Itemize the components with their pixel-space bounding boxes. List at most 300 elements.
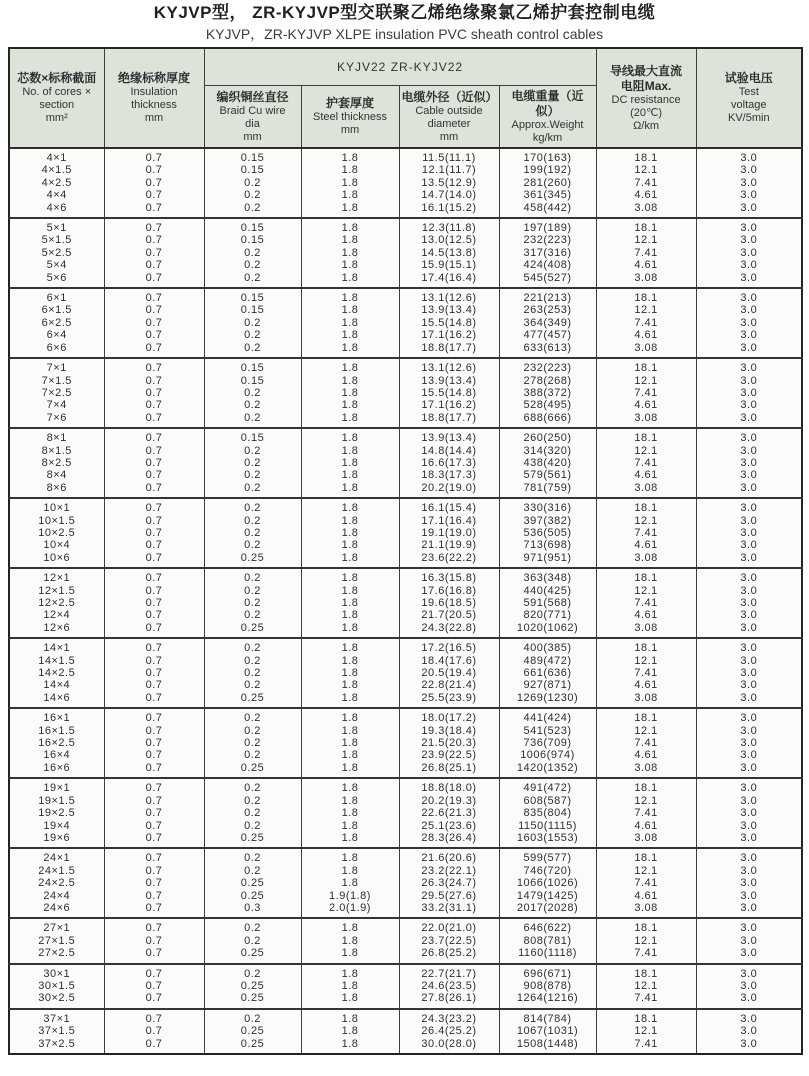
cell-braid-wire-dia: 0.25 bbox=[204, 992, 301, 1008]
cell-braid-wire-dia: 0.2 bbox=[204, 189, 301, 201]
cell-sheath-thickness: 1.8 bbox=[301, 807, 399, 819]
table-row bbox=[9, 918, 802, 934]
cell-weight: 536(505) bbox=[499, 527, 596, 539]
cell-dc-resistance: 18.1 bbox=[596, 148, 696, 164]
table-row bbox=[9, 1025, 802, 1037]
col-header-spec-zh: 芯数×标称截面 bbox=[17, 71, 97, 85]
cell-dc-resistance: 7.41 bbox=[596, 317, 696, 329]
cell-dc-resistance: 12.1 bbox=[596, 865, 696, 877]
table-row bbox=[9, 655, 802, 667]
spec-table bbox=[8, 47, 803, 1055]
cell-test-voltage: 3.0 bbox=[696, 164, 802, 176]
cell-insulation-thickness: 0.7 bbox=[104, 865, 204, 877]
cell-test-voltage: 3.0 bbox=[696, 667, 802, 679]
cell-outer-diameter: 21.1(19.9) bbox=[399, 539, 499, 551]
cell-insulation-thickness: 0.7 bbox=[104, 1009, 204, 1025]
cell-insulation-thickness: 0.7 bbox=[104, 902, 204, 918]
cell-test-voltage: 3.0 bbox=[696, 148, 802, 164]
cell-weight: 317(316) bbox=[499, 247, 596, 259]
cell-weight: 458(442) bbox=[499, 202, 596, 218]
cell-spec: 16×6 bbox=[9, 762, 104, 778]
cell-weight: 1067(1031) bbox=[499, 1025, 596, 1037]
cell-outer-diameter: 13.9(13.4) bbox=[399, 375, 499, 387]
cell-outer-diameter: 13.0(12.5) bbox=[399, 234, 499, 246]
cell-insulation-thickness: 0.7 bbox=[104, 585, 204, 597]
cell-weight: 1269(1230) bbox=[499, 692, 596, 708]
col-header-outer-diameter bbox=[399, 86, 499, 149]
cell-test-voltage: 3.0 bbox=[696, 609, 802, 621]
cell-insulation-thickness: 0.7 bbox=[104, 832, 204, 848]
cell-dc-resistance: 4.61 bbox=[596, 539, 696, 551]
cell-test-voltage: 3.0 bbox=[696, 202, 802, 218]
cell-sheath-thickness: 1.8 bbox=[301, 762, 399, 778]
cell-weight: 835(804) bbox=[499, 807, 596, 819]
cell-outer-diameter: 28.3(26.4) bbox=[399, 832, 499, 848]
cell-braid-wire-dia: 0.2 bbox=[204, 778, 301, 794]
cell-outer-diameter: 15.5(14.8) bbox=[399, 317, 499, 329]
cell-outer-diameter: 25.5(23.9) bbox=[399, 692, 499, 708]
cell-test-voltage: 3.0 bbox=[696, 1025, 802, 1037]
cell-braid-wire-dia: 0.25 bbox=[204, 622, 301, 638]
cell-spec: 8×1 bbox=[9, 428, 104, 444]
cell-insulation-thickness: 0.7 bbox=[104, 877, 204, 889]
cell-sheath-thickness: 1.8 bbox=[301, 918, 399, 934]
cell-test-voltage: 3.0 bbox=[696, 902, 802, 918]
cell-spec: 19×1 bbox=[9, 778, 104, 794]
col-header-weight-zh: 电缆重量（近 似） bbox=[511, 88, 584, 118]
cell-sheath-thickness: 1.8 bbox=[301, 375, 399, 387]
cell-spec: 4×2.5 bbox=[9, 177, 104, 189]
cell-test-voltage: 3.0 bbox=[696, 964, 802, 980]
cell-outer-diameter: 15.9(15.1) bbox=[399, 259, 499, 271]
cell-spec: 24×1.5 bbox=[9, 865, 104, 877]
cell-braid-wire-dia: 0.25 bbox=[204, 890, 301, 902]
cell-sheath-thickness: 1.8 bbox=[301, 964, 399, 980]
cell-weight: 1603(1553) bbox=[499, 832, 596, 848]
cell-sheath-thickness: 1.8 bbox=[301, 568, 399, 584]
cell-dc-resistance: 12.1 bbox=[596, 304, 696, 316]
cell-dc-resistance: 7.41 bbox=[596, 1038, 696, 1054]
cell-dc-resistance: 18.1 bbox=[596, 218, 696, 234]
cell-spec: 8×6 bbox=[9, 482, 104, 498]
cell-spec: 12×1.5 bbox=[9, 585, 104, 597]
cell-sheath-thickness: 1.8 bbox=[301, 358, 399, 374]
cell-braid-wire-dia: 0.2 bbox=[204, 597, 301, 609]
cell-dc-resistance: 18.1 bbox=[596, 1009, 696, 1025]
cell-insulation-thickness: 0.7 bbox=[104, 527, 204, 539]
cell-test-voltage: 3.0 bbox=[696, 552, 802, 568]
cell-weight: 1006(974) bbox=[499, 749, 596, 761]
cell-spec: 19×1.5 bbox=[9, 795, 104, 807]
cell-insulation-thickness: 0.7 bbox=[104, 820, 204, 832]
cell-sheath-thickness: 1.8 bbox=[301, 795, 399, 807]
cell-test-voltage: 3.0 bbox=[696, 725, 802, 737]
table-row bbox=[9, 428, 802, 444]
cell-weight: 808(781) bbox=[499, 935, 596, 947]
col-header-spec-en: No. of cores × section mm² bbox=[22, 86, 92, 124]
cell-insulation-thickness: 0.7 bbox=[104, 795, 204, 807]
cable-group-8 bbox=[9, 428, 802, 498]
cell-insulation-thickness: 0.7 bbox=[104, 317, 204, 329]
cell-sheath-thickness: 2.0(1.9) bbox=[301, 902, 399, 918]
cell-spec: 30×1 bbox=[9, 964, 104, 980]
cell-braid-wire-dia: 0.2 bbox=[204, 317, 301, 329]
col-header-sheath-thickness bbox=[301, 86, 399, 149]
cell-test-voltage: 3.0 bbox=[696, 304, 802, 316]
cell-test-voltage: 3.0 bbox=[696, 1038, 802, 1054]
cell-test-voltage: 3.0 bbox=[696, 317, 802, 329]
cell-sheath-thickness: 1.8 bbox=[301, 848, 399, 864]
cell-braid-wire-dia: 0.25 bbox=[204, 877, 301, 889]
cell-braid-wire-dia: 0.2 bbox=[204, 795, 301, 807]
cell-weight: 1508(1448) bbox=[499, 1038, 596, 1054]
table-row bbox=[9, 342, 802, 358]
cell-spec: 16×1.5 bbox=[9, 725, 104, 737]
cell-braid-wire-dia: 0.2 bbox=[204, 807, 301, 819]
cell-test-voltage: 3.0 bbox=[696, 189, 802, 201]
cell-braid-wire-dia: 0.2 bbox=[204, 329, 301, 341]
cell-test-voltage: 3.0 bbox=[696, 329, 802, 341]
cell-sheath-thickness: 1.8 bbox=[301, 498, 399, 514]
cell-spec: 19×2.5 bbox=[9, 807, 104, 819]
table-row bbox=[9, 902, 802, 918]
table-row bbox=[9, 234, 802, 246]
cell-insulation-thickness: 0.7 bbox=[104, 387, 204, 399]
cell-test-voltage: 3.0 bbox=[696, 918, 802, 934]
cell-weight: 1264(1216) bbox=[499, 992, 596, 1008]
cell-insulation-thickness: 0.7 bbox=[104, 445, 204, 457]
cell-insulation-thickness: 0.7 bbox=[104, 749, 204, 761]
cell-outer-diameter: 14.8(14.4) bbox=[399, 445, 499, 457]
page-title: KYJVP型， ZR-KYJVP型交联聚乙烯绝缘聚氯乙烯护套控制电缆 bbox=[153, 3, 656, 22]
cell-sheath-thickness: 1.8 bbox=[301, 832, 399, 848]
cell-insulation-thickness: 0.7 bbox=[104, 539, 204, 551]
cell-insulation-thickness: 0.7 bbox=[104, 890, 204, 902]
cell-outer-diameter: 14.5(13.8) bbox=[399, 247, 499, 259]
cell-weight: 260(250) bbox=[499, 428, 596, 444]
cell-spec: 5×1 bbox=[9, 218, 104, 234]
table-row bbox=[9, 935, 802, 947]
table-row bbox=[9, 795, 802, 807]
cell-spec: 12×6 bbox=[9, 622, 104, 638]
cell-sheath-thickness: 1.8 bbox=[301, 342, 399, 358]
cell-dc-resistance: 7.41 bbox=[596, 947, 696, 963]
cell-weight: 330(316) bbox=[499, 498, 596, 514]
cell-test-voltage: 3.0 bbox=[696, 762, 802, 778]
cell-braid-wire-dia: 0.2 bbox=[204, 865, 301, 877]
cell-outer-diameter: 22.8(21.4) bbox=[399, 679, 499, 691]
table-row bbox=[9, 469, 802, 481]
cell-insulation-thickness: 0.7 bbox=[104, 412, 204, 428]
cell-sheath-thickness: 1.8 bbox=[301, 622, 399, 638]
table-row bbox=[9, 272, 802, 288]
cell-dc-resistance: 4.61 bbox=[596, 679, 696, 691]
cell-sheath-thickness: 1.8 bbox=[301, 329, 399, 341]
cell-weight: 232(223) bbox=[499, 234, 596, 246]
cell-dc-resistance: 3.08 bbox=[596, 342, 696, 358]
cell-outer-diameter: 17.1(16.2) bbox=[399, 399, 499, 411]
cell-outer-diameter: 33.2(31.1) bbox=[399, 902, 499, 918]
table-row bbox=[9, 552, 802, 568]
cell-outer-diameter: 19.3(18.4) bbox=[399, 725, 499, 737]
cell-sheath-thickness: 1.8 bbox=[301, 247, 399, 259]
table-row bbox=[9, 218, 802, 234]
cell-insulation-thickness: 0.7 bbox=[104, 622, 204, 638]
cell-braid-wire-dia: 0.2 bbox=[204, 445, 301, 457]
table-row bbox=[9, 820, 802, 832]
cell-spec: 16×2.5 bbox=[9, 737, 104, 749]
cell-dc-resistance: 7.41 bbox=[596, 247, 696, 259]
cell-outer-diameter: 13.9(13.4) bbox=[399, 304, 499, 316]
cell-test-voltage: 3.0 bbox=[696, 234, 802, 246]
table-row bbox=[9, 375, 802, 387]
cell-braid-wire-dia: 0.25 bbox=[204, 552, 301, 568]
cell-test-voltage: 3.0 bbox=[696, 527, 802, 539]
cell-insulation-thickness: 0.7 bbox=[104, 597, 204, 609]
cell-braid-wire-dia: 0.2 bbox=[204, 515, 301, 527]
cell-sheath-thickness: 1.8 bbox=[301, 304, 399, 316]
cable-group-37 bbox=[9, 1009, 802, 1054]
cell-weight: 688(666) bbox=[499, 412, 596, 428]
cell-weight: 263(253) bbox=[499, 304, 596, 316]
cell-test-voltage: 3.0 bbox=[696, 482, 802, 498]
cell-weight: 820(771) bbox=[499, 609, 596, 621]
cell-test-voltage: 3.0 bbox=[696, 778, 802, 794]
cell-sheath-thickness: 1.8 bbox=[301, 272, 399, 288]
cell-outer-diameter: 20.5(19.4) bbox=[399, 667, 499, 679]
cell-insulation-thickness: 0.7 bbox=[104, 428, 204, 444]
cell-outer-diameter: 16.1(15.2) bbox=[399, 202, 499, 218]
cell-sheath-thickness: 1.8 bbox=[301, 655, 399, 667]
cell-test-voltage: 3.0 bbox=[696, 708, 802, 724]
cell-spec: 19×6 bbox=[9, 832, 104, 848]
cell-braid-wire-dia: 0.2 bbox=[204, 655, 301, 667]
col-header-sheath-thickness-zh: 护套厚度 bbox=[325, 96, 374, 110]
cell-dc-resistance: 12.1 bbox=[596, 585, 696, 597]
cell-insulation-thickness: 0.7 bbox=[104, 552, 204, 568]
cell-sheath-thickness: 1.8 bbox=[301, 164, 399, 176]
cell-braid-wire-dia: 0.15 bbox=[204, 428, 301, 444]
cell-spec: 14×1 bbox=[9, 638, 104, 654]
cell-insulation-thickness: 0.7 bbox=[104, 692, 204, 708]
cell-spec: 12×2.5 bbox=[9, 597, 104, 609]
header-row-1 bbox=[9, 48, 802, 86]
cell-insulation-thickness: 0.7 bbox=[104, 469, 204, 481]
cell-test-voltage: 3.0 bbox=[696, 737, 802, 749]
cell-test-voltage: 3.0 bbox=[696, 980, 802, 992]
cell-spec: 37×1 bbox=[9, 1009, 104, 1025]
cell-insulation-thickness: 0.7 bbox=[104, 638, 204, 654]
cell-weight: 545(527) bbox=[499, 272, 596, 288]
cell-spec: 4×4 bbox=[9, 189, 104, 201]
table-row bbox=[9, 189, 802, 201]
cell-outer-diameter: 18.8(17.7) bbox=[399, 412, 499, 428]
cable-group-24 bbox=[9, 848, 802, 918]
cell-dc-resistance: 4.61 bbox=[596, 890, 696, 902]
cell-outer-diameter: 11.5(11.1) bbox=[399, 148, 499, 164]
cell-weight: 314(320) bbox=[499, 445, 596, 457]
cell-dc-resistance: 18.1 bbox=[596, 498, 696, 514]
cell-spec: 5×4 bbox=[9, 259, 104, 271]
cell-sheath-thickness: 1.8 bbox=[301, 820, 399, 832]
cell-dc-resistance: 12.1 bbox=[596, 725, 696, 737]
cell-dc-resistance: 12.1 bbox=[596, 234, 696, 246]
cell-weight: 608(587) bbox=[499, 795, 596, 807]
table-row bbox=[9, 638, 802, 654]
cell-braid-wire-dia: 0.2 bbox=[204, 568, 301, 584]
cell-sheath-thickness: 1.8 bbox=[301, 445, 399, 457]
cell-weight: 197(189) bbox=[499, 218, 596, 234]
cell-braid-wire-dia: 0.25 bbox=[204, 1025, 301, 1037]
cell-test-voltage: 3.0 bbox=[696, 947, 802, 963]
cell-sheath-thickness: 1.8 bbox=[301, 609, 399, 621]
cell-weight: 1066(1026) bbox=[499, 877, 596, 889]
cell-insulation-thickness: 0.7 bbox=[104, 177, 204, 189]
cell-braid-wire-dia: 0.15 bbox=[204, 234, 301, 246]
cell-braid-wire-dia: 0.2 bbox=[204, 259, 301, 271]
cell-outer-diameter: 24.6(23.5) bbox=[399, 980, 499, 992]
cell-dc-resistance: 4.61 bbox=[596, 469, 696, 481]
cell-braid-wire-dia: 0.15 bbox=[204, 288, 301, 304]
cell-sheath-thickness: 1.8 bbox=[301, 469, 399, 481]
cell-insulation-thickness: 0.7 bbox=[104, 992, 204, 1008]
col-header-weight bbox=[499, 86, 596, 149]
cell-spec: 6×4 bbox=[9, 329, 104, 341]
cell-test-voltage: 3.0 bbox=[696, 848, 802, 864]
cell-spec: 14×2.5 bbox=[9, 667, 104, 679]
cell-test-voltage: 3.0 bbox=[696, 1009, 802, 1025]
table-row bbox=[9, 387, 802, 399]
cell-insulation-thickness: 0.7 bbox=[104, 247, 204, 259]
cell-braid-wire-dia: 0.2 bbox=[204, 177, 301, 189]
cell-insulation-thickness: 0.7 bbox=[104, 1038, 204, 1054]
cell-sheath-thickness: 1.8 bbox=[301, 515, 399, 527]
table-row bbox=[9, 498, 802, 514]
cell-spec: 24×2.5 bbox=[9, 877, 104, 889]
cell-insulation-thickness: 0.7 bbox=[104, 304, 204, 316]
cell-outer-diameter: 26.8(25.2) bbox=[399, 947, 499, 963]
cell-outer-diameter: 19.1(19.0) bbox=[399, 527, 499, 539]
cell-weight: 696(671) bbox=[499, 964, 596, 980]
cell-weight: 2017(2028) bbox=[499, 902, 596, 918]
cell-weight: 438(420) bbox=[499, 457, 596, 469]
cell-sheath-thickness: 1.8 bbox=[301, 585, 399, 597]
cell-outer-diameter: 21.5(20.3) bbox=[399, 737, 499, 749]
table-row bbox=[9, 848, 802, 864]
cell-dc-resistance: 7.41 bbox=[596, 737, 696, 749]
cable-group-7 bbox=[9, 358, 802, 428]
cell-spec: 14×6 bbox=[9, 692, 104, 708]
table-row bbox=[9, 609, 802, 621]
cell-dc-resistance: 12.1 bbox=[596, 164, 696, 176]
cell-sheath-thickness: 1.8 bbox=[301, 692, 399, 708]
cell-spec: 10×2.5 bbox=[9, 527, 104, 539]
cell-outer-diameter: 12.1(11.7) bbox=[399, 164, 499, 176]
cell-weight: 746(720) bbox=[499, 865, 596, 877]
cell-insulation-thickness: 0.7 bbox=[104, 609, 204, 621]
table-row bbox=[9, 202, 802, 218]
cell-braid-wire-dia: 0.15 bbox=[204, 358, 301, 374]
cell-dc-resistance: 3.08 bbox=[596, 762, 696, 778]
cell-spec: 8×1.5 bbox=[9, 445, 104, 457]
cell-spec: 5×1.5 bbox=[9, 234, 104, 246]
cell-braid-wire-dia: 0.2 bbox=[204, 679, 301, 691]
table-row bbox=[9, 515, 802, 527]
cell-outer-diameter: 13.1(12.6) bbox=[399, 288, 499, 304]
table-row bbox=[9, 399, 802, 411]
cell-sheath-thickness: 1.8 bbox=[301, 482, 399, 498]
cell-spec: 7×2.5 bbox=[9, 387, 104, 399]
table-row bbox=[9, 304, 802, 316]
cell-sheath-thickness: 1.8 bbox=[301, 202, 399, 218]
cell-sheath-thickness: 1.9(1.8) bbox=[301, 890, 399, 902]
cell-sheath-thickness: 1.8 bbox=[301, 189, 399, 201]
table-row bbox=[9, 148, 802, 164]
cell-test-voltage: 3.0 bbox=[696, 655, 802, 667]
cell-insulation-thickness: 0.7 bbox=[104, 807, 204, 819]
cell-dc-resistance: 7.41 bbox=[596, 597, 696, 609]
cell-weight: 440(425) bbox=[499, 585, 596, 597]
cell-braid-wire-dia: 0.25 bbox=[204, 692, 301, 708]
col-header-outer-diameter-en: Cable outside diameter mm bbox=[415, 104, 483, 143]
cell-dc-resistance: 4.61 bbox=[596, 189, 696, 201]
cell-outer-diameter: 23.7(22.5) bbox=[399, 935, 499, 947]
cell-test-voltage: 3.0 bbox=[696, 498, 802, 514]
cell-spec: 6×2.5 bbox=[9, 317, 104, 329]
table-row bbox=[9, 667, 802, 679]
table-row bbox=[9, 527, 802, 539]
cell-outer-diameter: 14.7(14.0) bbox=[399, 189, 499, 201]
cell-spec: 27×1 bbox=[9, 918, 104, 934]
table-row bbox=[9, 877, 802, 889]
cell-braid-wire-dia: 0.2 bbox=[204, 399, 301, 411]
cell-dc-resistance: 18.1 bbox=[596, 918, 696, 934]
cell-weight: 661(636) bbox=[499, 667, 596, 679]
cell-outer-diameter: 23.9(22.5) bbox=[399, 749, 499, 761]
cell-test-voltage: 3.0 bbox=[696, 568, 802, 584]
cell-outer-diameter: 18.0(17.2) bbox=[399, 708, 499, 724]
table-row bbox=[9, 288, 802, 304]
table-row bbox=[9, 457, 802, 469]
cell-insulation-thickness: 0.7 bbox=[104, 964, 204, 980]
cell-spec: 6×6 bbox=[9, 342, 104, 358]
cell-weight: 579(561) bbox=[499, 469, 596, 481]
cell-weight: 1150(1115) bbox=[499, 820, 596, 832]
cell-dc-resistance: 3.08 bbox=[596, 832, 696, 848]
cell-sheath-thickness: 1.8 bbox=[301, 177, 399, 189]
cell-braid-wire-dia: 0.15 bbox=[204, 304, 301, 316]
cell-sheath-thickness: 1.8 bbox=[301, 667, 399, 679]
cell-sheath-thickness: 1.8 bbox=[301, 597, 399, 609]
cell-braid-wire-dia: 0.2 bbox=[204, 482, 301, 498]
cell-spec: 10×4 bbox=[9, 539, 104, 551]
cell-outer-diameter: 22.6(21.3) bbox=[399, 807, 499, 819]
table-row bbox=[9, 692, 802, 708]
cell-sheath-thickness: 1.8 bbox=[301, 259, 399, 271]
cell-weight: 424(408) bbox=[499, 259, 596, 271]
cell-outer-diameter: 18.4(17.6) bbox=[399, 655, 499, 667]
cell-insulation-thickness: 0.7 bbox=[104, 762, 204, 778]
cell-spec: 4×1.5 bbox=[9, 164, 104, 176]
cell-test-voltage: 3.0 bbox=[696, 247, 802, 259]
cell-weight: 441(424) bbox=[499, 708, 596, 724]
cell-sheath-thickness: 1.8 bbox=[301, 778, 399, 794]
cell-test-voltage: 3.0 bbox=[696, 399, 802, 411]
cell-dc-resistance: 12.1 bbox=[596, 1025, 696, 1037]
cell-insulation-thickness: 0.7 bbox=[104, 329, 204, 341]
cell-dc-resistance: 12.1 bbox=[596, 655, 696, 667]
cell-weight: 814(784) bbox=[499, 1009, 596, 1025]
